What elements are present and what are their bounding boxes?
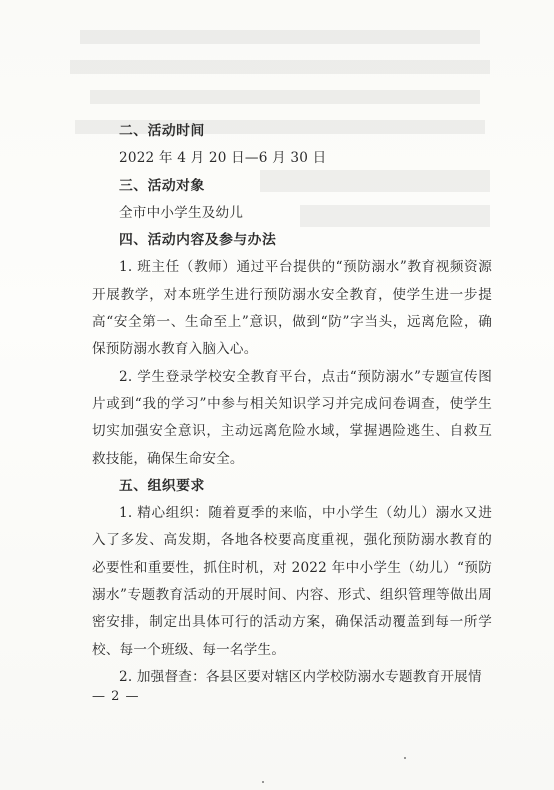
scan-speck <box>262 781 264 783</box>
section-heading-content: 四、活动内容及参与办法 <box>119 232 277 249</box>
section-heading-time: 二、活动时间 <box>119 123 205 139</box>
paragraph-supervision: 2. 加强督查：各县区要对辖区内学校防溺水专题教育开展情 <box>119 668 482 685</box>
page-number: — 2 — <box>92 689 140 704</box>
paragraph-teacher-education: 1. 班主任（教师）通过平台提供的“预防溺水”教育视频资源开展教学，对本班学生进行预防溺水安全教育，使学生进一步提高“安全第一、生命至上”意识，做到“防”字当头，远离危险，确保预防溺水教育入脑入心。 <box>92 259 492 358</box>
paragraph-student-platform: 2. 学生登录学校安全教育平台，点击“预防溺水”专题宣传图片或到“我的学习”中参与相关知识学习并完成问卷调查，使学生切实加强安全意识，主动远离危险水域，掌握遇险逃生、自救互救技能，确保生命安全。 <box>92 368 492 467</box>
document-body <box>92 118 492 691</box>
activity-time-text: 2022 年 4 月 20 日—6 月 30 日 <box>119 150 327 167</box>
scan-speck <box>404 757 406 759</box>
paragraph-careful-organization: 1. 精心组织：随着夏季的来临，中小学生（幼儿）溺水又进入了多发、高发期，各地各校要高度重视，强化预防溺水教育的必要性和重要性，抓住时机，对 2022 年中小学生（幼儿）“预防溺水”专题教育活动的开展时间、内容、形式、组织管理等做出周密安排，制定出具体可行的活动方案，确保活动覆盖到每一所学校、每一个班级、每一名学生。 <box>92 505 492 658</box>
section-heading-target: 三、活动对象 <box>119 177 205 194</box>
section-heading-requirements: 五、组织要求 <box>119 477 205 494</box>
activity-target-text: 全市中小学生及幼儿 <box>119 204 244 221</box>
